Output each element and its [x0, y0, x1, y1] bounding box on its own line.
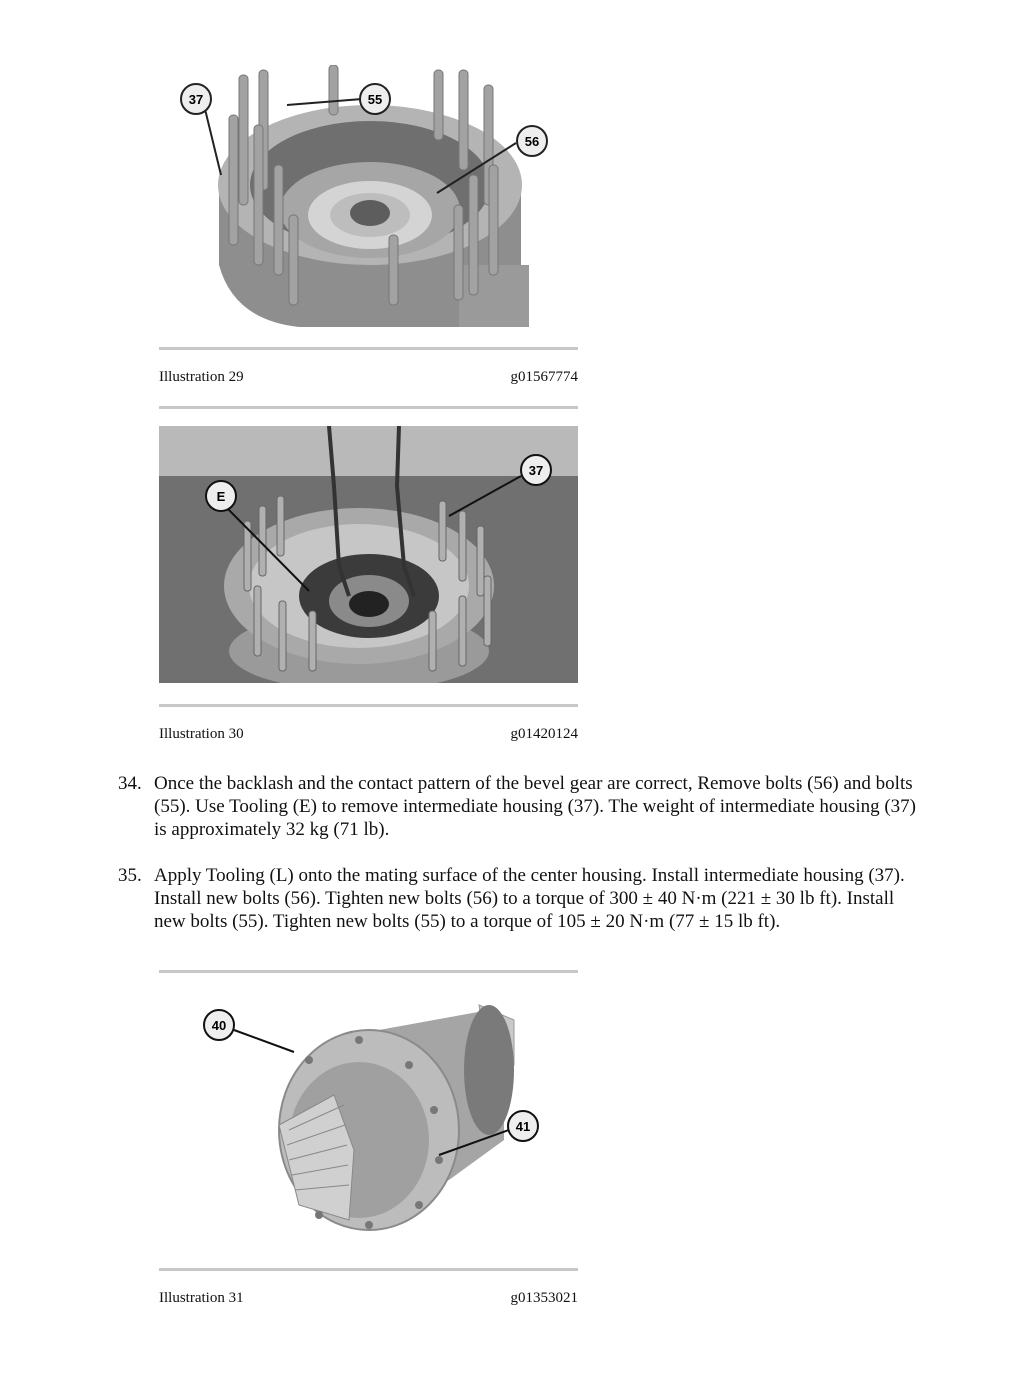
callout-37-label: 37 [528, 463, 544, 478]
callout-41-label: 41 [515, 1119, 531, 1134]
callout-e-label: E [216, 489, 226, 504]
step-number: 35. [118, 865, 142, 886]
callout-40-label: 40 [211, 1018, 227, 1033]
illustration-31-image [159, 990, 578, 1255]
illustration-code: g01353021 [510, 1290, 578, 1306]
caption-top-rule [159, 1268, 578, 1271]
step-34 [118, 772, 918, 841]
illustration-code: g01420124 [510, 726, 578, 742]
illustration-30-image [159, 426, 578, 683]
callout-37-label: 37 [188, 92, 204, 107]
illustration-31-caption [159, 1290, 578, 1307]
illustration-label: Illustration 31 [159, 1290, 244, 1306]
step-text: Once the backlash and the contact pattern of the bevel gear are correct, Remove bolts (56) and bolts (55). Use Tooling (E) to remove intermediate housing (37). The weight of intermediate housing (37) is approximately 32 kg (71 lb). [154, 773, 917, 840]
illustration-label: Illustration 29 [159, 369, 244, 385]
caption-bottom-rule [159, 406, 578, 409]
step-35 [118, 864, 918, 933]
caption-top-rule [159, 704, 578, 707]
illustration-label: Illustration 30 [159, 726, 244, 742]
step-number: 34. [118, 773, 142, 794]
callout-56-label: 56 [524, 134, 540, 149]
illustration-29-image [159, 65, 578, 330]
caption-top-rule [159, 970, 578, 973]
illustration-29-caption [159, 369, 578, 386]
step-text: Apply Tooling (L) onto the mating surface of the center housing. Install intermediate housing (37). Install new bolts (56). Tighten new bolts (56) to a torque of 300 ± 40 N·m (221 ± 30 lb ft). Install new bolts (55). Tighten new bolts (55) to a torque of 105 ± 20 N·m (77 ± 15 lb ft). [154, 865, 905, 932]
illustration-30-caption [159, 726, 578, 743]
callout-55-label: 55 [367, 92, 383, 107]
illustration-code: g01567774 [510, 369, 578, 385]
caption-top-rule [159, 347, 578, 350]
